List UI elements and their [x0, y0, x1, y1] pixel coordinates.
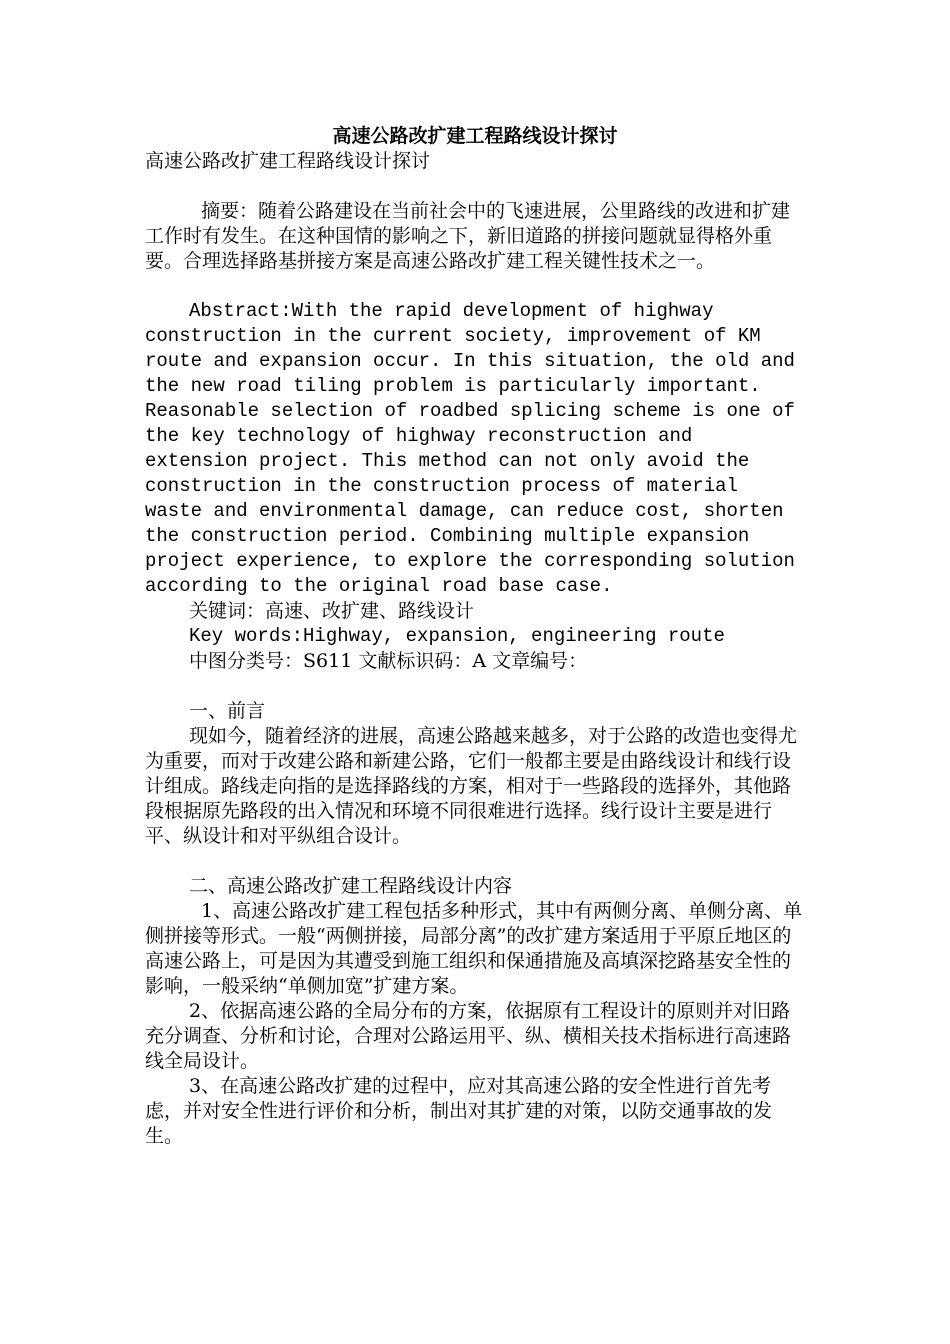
document-title: 高速公路改扩建工程路线设计探讨 — [332, 125, 618, 147]
keywords-cn: 关键词：高速、改扩建、路线设计 — [189, 600, 475, 622]
spacer — [145, 174, 805, 199]
spacer — [145, 274, 805, 299]
classification-line: 中图分类号：S611 文献标识码：A 文章编号： — [189, 650, 588, 672]
document-body — [145, 124, 805, 1149]
abstract-en: Abstract:With the rapid development of highway construction in the current society, improvement of KM route and expansion occur. In this situation, the old and the new road tiling problem is particularly important. Reasonable selection of roadbed splicing scheme is one of the key technology of highway reconstruction and extension project. This method can not only avoid the construction in the construction process of material waste and environmental damage, can reduce cost, shorten the construction period. Combining multiple expansion project experience, to explore the corresponding solution according to the original road base case. — [145, 300, 795, 597]
keywords-en: Key words:Highway, expansion, engineering route — [189, 625, 725, 647]
section2-item-3: 3、在高速公路改扩建的过程中，应对其高速公路的安全性进行首先考虑，并对安全性进行评价和分析，制出对其扩建的对策，以防交通事故的发生。 — [145, 1075, 773, 1147]
spacer — [145, 674, 805, 699]
section2-heading: 二、高速公路改扩建工程路线设计内容 — [189, 875, 513, 897]
section1-heading: 一、前言 — [189, 700, 266, 722]
section2-item-2: 2、依据高速公路的全局分布的方案，依据原有工程设计的原则并对旧路充分调查、分析和讨论，合理对公路运用平、纵、横相关技术指标进行高速路线全局设计。 — [145, 1000, 792, 1072]
section2-item-1: 1、高速公路改扩建工程包括多种形式，其中有两侧分离、单侧分离、单侧拼接等形式。一般“两侧拼接，局部分离”的改扩建方案适用于平原丘地区的高速公路上，可是因为其遭受到施工组织和保通措施及高填深挖路基安全性的影响，一般采纳“单侧加宽”扩建方案。 — [145, 900, 803, 997]
document-subtitle: 高速公路改扩建工程路线设计探讨 — [145, 150, 431, 172]
section1-body: 现如今，随着经济的进展，高速公路越来越多，对于公路的改造也变得尤为重要，而对于改建公路和新建公路，它们一般都主要是由路线设计和线行设计组成。路线走向指的是选择路线的方案，相对于一些路段的选择外，其他路段根据原先路段的出入情况和环境不同很难进行选择。线行设计主要是进行平、纵设计和对平纵组合设计。 — [145, 725, 798, 847]
spacer — [145, 849, 805, 874]
abstract-cn: 摘要：随着公路建设在当前社会中的飞速进展，公里路线的改进和扩建工作时有发生。在这种国情的影响之下，新旧道路的拼接问题就显得格外重要。合理选择路基拼接方案是高速公路改扩建工程关键性技术之一。 — [145, 200, 791, 272]
